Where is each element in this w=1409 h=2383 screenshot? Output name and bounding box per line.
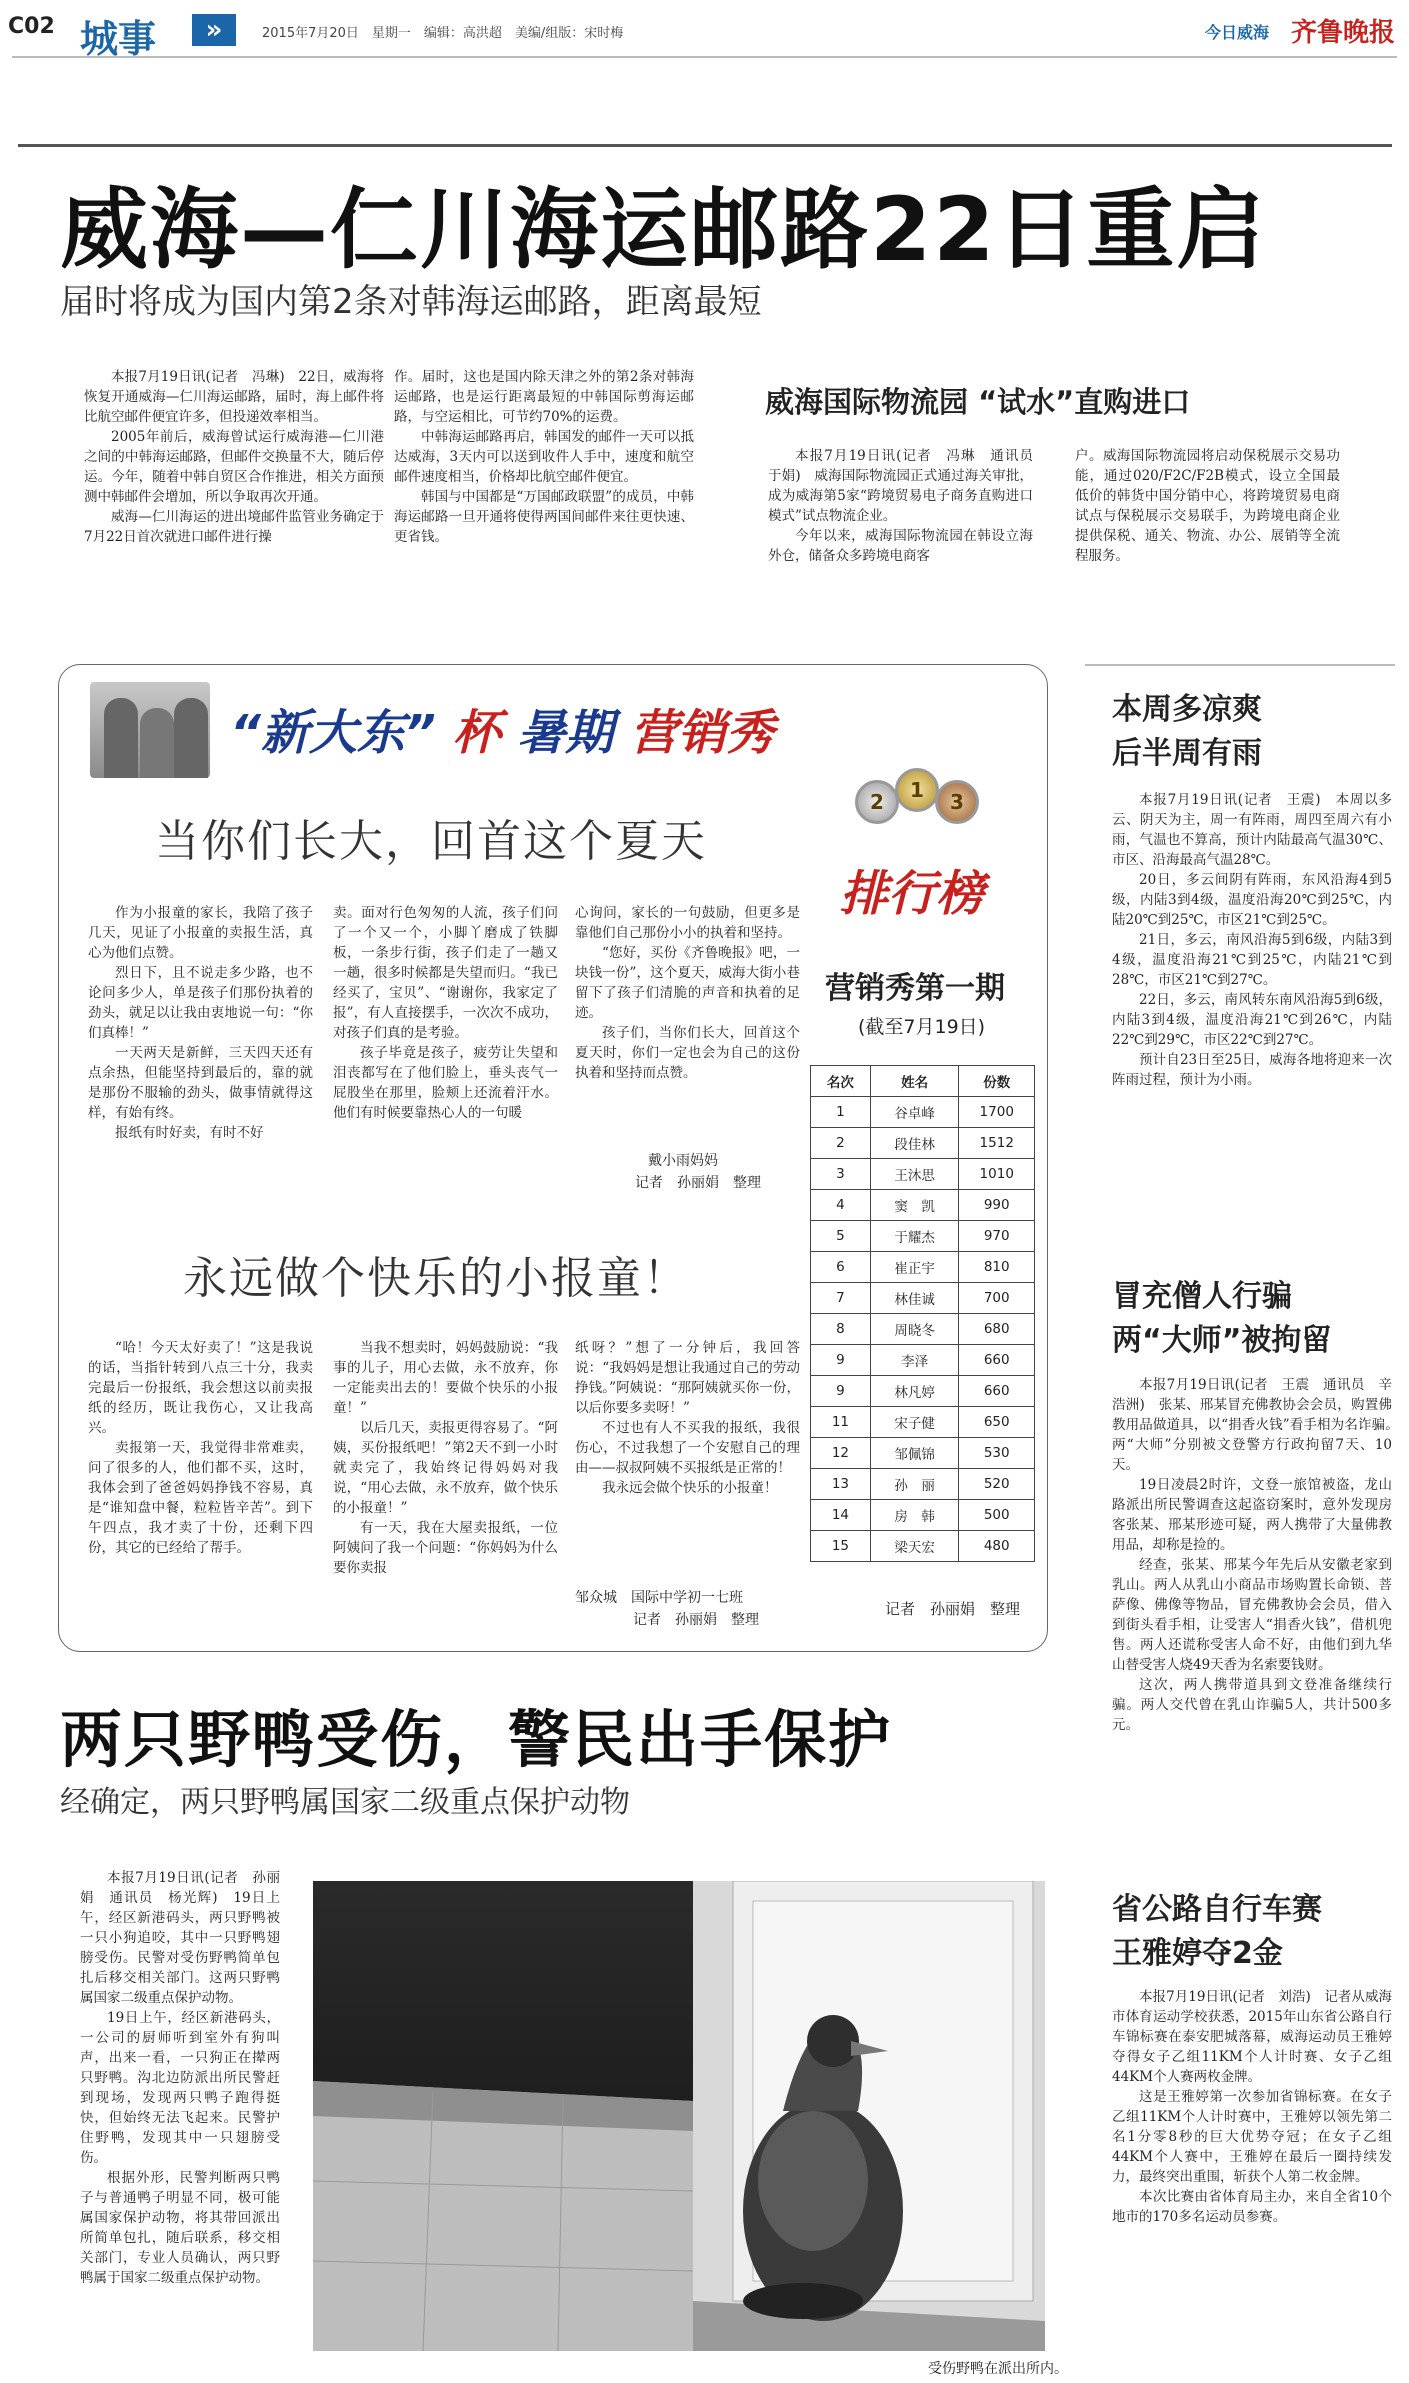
section-arrow-icon: » [192, 14, 236, 46]
rank-cell: 5 [811, 1221, 871, 1252]
ducks-headline: 两只野鸭受伤，警民出手保护 [60, 1703, 893, 1776]
paragraph: 一天两天是新鲜，三天四天还有点余热，但能坚持到最后的，靠的就是那份不服输的劲头，做事情就得这样，有始有终。 [88, 1045, 313, 1121]
medal-icons [855, 780, 985, 840]
table-row [811, 1314, 1035, 1345]
count-cell: 520 [959, 1469, 1035, 1500]
table-row [811, 1252, 1035, 1283]
paragraph: 19日上午，经区新港码头，一公司的厨师听到室外有狗叫声，出来一看，一只狗正在撵两只野鸭。沟北边防派出所民警赶到现场，发现两只鸭子跑得挺快，但始终无法飞起来。民警护住野鸭，发现其中一只翅膀受伤。 [80, 2010, 280, 2166]
ranking-title: 排行榜 [840, 866, 985, 922]
paragraph: 孩子们，当你们长大，回首这个夏天时，你们一定也会为自己的这份执着和坚持而点赞。 [575, 1025, 800, 1081]
rank-cell: 7 [811, 1283, 871, 1314]
table-row [811, 1500, 1035, 1531]
cycling-title [1112, 1888, 1322, 1976]
name-cell: 周晓冬 [870, 1314, 959, 1345]
paragraph: 当我不想卖时，妈妈鼓励说：“我事的儿子，用心去做，永不放弃，你一定能卖出去的！要做个快乐的小报童！” [333, 1340, 558, 1416]
paragraph: “哈！今天太好卖了！”这是我说的话，当指针转到八点三十分，我卖完最后一份报纸，我会想这以前卖报纸的经历，既让我伤心，又让我高兴。 [88, 1340, 313, 1436]
paragraph: 报纸有时好卖，有时不好 [115, 1125, 264, 1141]
paragraph: 21日，多云，南风沿海5到6级，内陆3到4级，温度沿海21℃到25℃，内陆21℃到28℃，市区21℃到27℃。 [1112, 932, 1392, 988]
banner-cup: 杯 [452, 705, 501, 761]
monks-title-line1: 冒充僧人行骗 [1112, 1279, 1292, 1314]
paragraph: 今年以来，威海国际物流园在韩设立海外仓，储备众多跨境电商客 [768, 528, 1033, 564]
newspaper-logo: 齐鲁晚报 [1290, 18, 1395, 48]
paragraph: 作。届时，这也是国内除天津之外的第2条对韩海运邮路，也是运行距离最短的中韩国际剪海运邮路，与空运相比，可节约70%的运费。 [394, 369, 694, 425]
table-header-row [811, 1066, 1035, 1097]
rank-cell: 1 [811, 1097, 871, 1128]
ranking-date: (截至7月19日) [858, 1016, 986, 1038]
count-cell: 500 [959, 1500, 1035, 1531]
col-count-header: 份数 [959, 1066, 1035, 1097]
section-label: 城事 [80, 17, 157, 61]
name-cell: 于耀杰 [870, 1221, 959, 1252]
count-cell: 660 [959, 1376, 1035, 1407]
count-cell: 480 [959, 1531, 1035, 1562]
ranking-credit: 记者 孙丽娟 整理 [885, 1600, 1021, 1618]
lead-column-1 [84, 367, 384, 547]
cycling-body [1112, 1987, 1392, 2227]
paragraph: 卖。面对行色匆匆的人流，孩子们问了一个又一个，小脚丫磨成了铁脚板，一条步行街，孩子们走了一趟又一趟，很多时候都是失望而归。“我已经买了，宝贝”、“谢谢你，我家定了报”，有人直接摆手，一次次不成功，对孩子们真的是考验。 [333, 905, 558, 1041]
count-cell: 660 [959, 1345, 1035, 1376]
page-number: C02 [8, 14, 55, 39]
gold-medal-icon: 1 [895, 768, 939, 812]
paragraph: 2005年前后，威海曾试运行威海港—仁川港之间的中韩海运邮路，但邮件交换量不大，随后停运。今年，随着中韩自贸区合作推进，相关方面预测中韩邮件会增加，所以争取再次开通。 [84, 429, 384, 505]
rank-cell: 14 [811, 1500, 871, 1531]
paragraph: 本报7月19日讯(记者 冯琳 通讯员 于娟) 威海国际物流园正式通过海关审批，成为威海第5家“跨境贸易电子商务直购进口模式”试点物流企业。 [768, 448, 1047, 524]
name-cell: 李泽 [870, 1345, 959, 1376]
essay2-title: 永远做个快乐的小报童！ [183, 1253, 689, 1304]
name-cell: 梁天宏 [870, 1531, 959, 1562]
count-cell: 810 [959, 1252, 1035, 1283]
name-cell: 孙 丽 [870, 1469, 959, 1500]
rank-cell: 3 [811, 1159, 871, 1190]
table-row [811, 1407, 1035, 1438]
essay1-credit: 记者 孙丽娟 整理 [635, 1175, 761, 1191]
count-cell: 650 [959, 1407, 1035, 1438]
banner-photo [90, 682, 210, 778]
cycling-title-line1: 省公路自行车赛 [1112, 1892, 1322, 1927]
table-row [811, 1221, 1035, 1252]
paragraph: 本次比赛由省体育局主办，来自全省10个地市的170多名运动员参赛。 [1112, 2189, 1392, 2225]
count-cell: 990 [959, 1190, 1035, 1221]
paragraph: 这次，两人携带道具到文登准备继续行骗。两人交代曾在乳山诈骗5人，共计500多元。 [1112, 1677, 1392, 1733]
name-cell: 段佳林 [870, 1128, 959, 1159]
table-row [811, 1376, 1035, 1407]
story2-column-1 [768, 446, 1047, 566]
duck-photo-image [313, 1881, 1045, 2351]
essay2-column-2 [333, 1338, 558, 1578]
rank-cell: 9 [811, 1345, 871, 1376]
table-row [811, 1531, 1035, 1562]
count-cell: 530 [959, 1438, 1035, 1469]
paragraph: 本报7月19日讯(记者 孙丽娟 通讯员 杨光辉) 19日上午，经区新港码头，两只野鸭被一只小狗追咬，其中一只野鸭翅膀受伤。民警对受伤野鸭简单包扎后移交相关部门。这两只野鸭属国家二级重点保护动物。 [80, 1870, 280, 2006]
paragraph: 有一天，我在大屋卖报纸，一位阿姨问了我一个问题：“你妈妈为什么要你卖报 [333, 1520, 558, 1576]
table-row [811, 1159, 1035, 1190]
name-cell: 王沐思 [870, 1159, 959, 1190]
lead-column-2 [394, 367, 694, 547]
paragraph: 22日，多云，南风转东南风沿海5到6级，内陆3到4级，温度沿海21℃到26℃，内陆22℃到29℃，市区22℃到27℃。 [1112, 992, 1392, 1048]
name-cell: 邹佩锦 [870, 1438, 959, 1469]
paragraph: 孩子毕竟是孩子，疲劳让失望和泪丧都写在了他们脸上，垂头丧气一屁股坐在那里，脸颊上还流着汗水。他们有时候要靠热心人的一句暖 [333, 1045, 558, 1121]
name-cell: 林佳诚 [870, 1283, 959, 1314]
count-cell: 1700 [959, 1097, 1035, 1128]
table-row [811, 1469, 1035, 1500]
essay2-column-1 [88, 1338, 313, 1558]
rank-cell: 9 [811, 1376, 871, 1407]
banner-summer: 暑期 [517, 705, 614, 761]
count-cell: 1512 [959, 1128, 1035, 1159]
count-cell: 970 [959, 1221, 1035, 1252]
essay2-credit: 记者 孙丽娟 整理 [633, 1612, 759, 1628]
silver-medal-icon: 2 [855, 780, 899, 824]
paragraph: 预计自23日至25日，威海各地将迎来一次阵雨过程，预计为小雨。 [1112, 1052, 1392, 1088]
name-cell: 房 韩 [870, 1500, 959, 1531]
paragraph: 本报7月19日讯(记者 刘浩) 记者从威海市体育运动学校获悉，2015年山东省公路自行车锦标赛在泰安肥城落幕，威海运动员王雅婷夺得女子乙组11KM个人计时赛、女子乙组44KM个人赛两枚金牌。 [1112, 1989, 1392, 2085]
col-rank-header: 名次 [811, 1066, 871, 1097]
paragraph: 20日，多云间阴有阵雨，东风沿海4到5级，内陆3到4级，温度沿海20℃到25℃，内陆20℃到25℃，市区21℃到25℃。 [1112, 872, 1392, 928]
col-name-header: 姓名 [870, 1066, 959, 1097]
lead-subhead: 届时将成为国内第2条对韩海运邮路，距离最短 [60, 282, 762, 322]
story2-title: 威海国际物流园 “试水”直购进口 [765, 385, 1191, 419]
monks-title [1112, 1275, 1331, 1363]
essay1-column-3 [575, 903, 800, 1083]
rank-cell: 8 [811, 1314, 871, 1345]
rank-cell: 11 [811, 1407, 871, 1438]
count-cell: 1010 [959, 1159, 1035, 1190]
ranking-issue: 营销秀第一期 [825, 971, 1005, 1006]
rank-cell: 6 [811, 1252, 871, 1283]
rank-cell: 4 [811, 1190, 871, 1221]
rank-cell: 15 [811, 1531, 871, 1562]
edition-meta: 2015年7月20日 星期一 编辑：高洪超 美编/组版：宋时梅 [262, 26, 624, 41]
name-cell: 宋子健 [870, 1407, 959, 1438]
banner-sponsor: “新大东” [230, 705, 436, 761]
headline-rule [18, 144, 1392, 147]
cycling-title-line2: 王雅婷夺2金 [1112, 1936, 1283, 1971]
ranking-table [810, 1065, 1035, 1562]
paragraph: 本报7月19日讯(记者 王震) 本周以多云、阴天为主，周一有阵雨，周四至周六有小雨，气温也不算高，预计内陆最高气温30℃、市区、沿海最高气温28℃。 [1112, 792, 1392, 868]
ducks-photo-caption: 受伤野鸭在派出所内。 [928, 2361, 1068, 2377]
name-cell: 林凡婷 [870, 1376, 959, 1407]
essay1-column-1 [88, 903, 313, 1143]
count-cell: 680 [959, 1314, 1035, 1345]
paragraph: 我永远会做个快乐的小报童！ [602, 1480, 778, 1496]
paragraph: 经查，张某、邢某今年先后从安徽老家到乳山。两人从乳山小商品市场购置长命锁、菩萨像、佛像等物品，冒充佛教协会会员，借入到街头看手相，让受害人“捐香火钱”，借机兜售。两人还谎称受害人命不好，由他们到九华山替受害人烧49天香为名索要钱财。 [1112, 1557, 1392, 1673]
paragraph: 纸呀？”想了一分钟后，我回答说：“我妈妈是想让我通过自己的劳动挣钱。”阿姨说：“那阿姨就买你一份，以后你要多卖呀！” [575, 1340, 800, 1416]
paragraph: 根据外形，民警判断两只鸭子与普通鸭子明显不同，极可能属国家保护动物，将其带回派出所简单包扎，随后联系，移交相关部门，专业人员确认，两只野鸭属于国家二级重点保护动物。 [80, 2170, 280, 2286]
weather-title-line2: 后半周有雨 [1112, 736, 1262, 771]
table-row [811, 1438, 1035, 1469]
banner-show: 营销秀 [630, 705, 775, 761]
name-cell: 崔正宇 [870, 1252, 959, 1283]
paragraph: 19日凌晨2时许，文登一旅馆被盗，龙山路派出所民警调查这起盗窃案时，意外发现房客张某、邢某形迹可疑，两人携带了大量佛教用品，却称是捡的。 [1112, 1477, 1392, 1553]
rank-cell: 13 [811, 1469, 871, 1500]
story2-column-2 [1075, 446, 1340, 566]
paragraph: 卖报第一天，我觉得非常难卖，问了很多的人，他们都不买，这时，我体会到了爸爸妈妈挣钱不容易，真是“谁知盘中餐，粒粒皆辛苦”。到下午四点，我才卖了十份，还剩下四份，其它的已经给了帮手。 [88, 1440, 313, 1556]
essay2-author: 邹众城 国际中学初一七班 [575, 1590, 743, 1606]
category-label: 今日威海 [1204, 23, 1269, 42]
campaign-banner [90, 674, 790, 784]
weather-title-line1: 本周多凉爽 [1112, 692, 1262, 727]
right-column-divider [1085, 664, 1395, 666]
table-row [811, 1345, 1035, 1376]
table-row [811, 1128, 1035, 1159]
name-cell: 窦 凯 [870, 1190, 959, 1221]
ducks-body [80, 1868, 280, 2288]
table-row [811, 1190, 1035, 1221]
paragraph: 这是王雅婷第一次参加省锦标赛。在女子乙组11KM个人计时赛中，王雅婷以领先第二名1分零8秒的巨大优势夺冠；在女子乙组44KM个人赛中，王雅婷在最后一圈持续发力，最终突出重围，斩获个人第二枚金牌。 [1112, 2089, 1392, 2185]
paragraph: 户。威海国际物流园将启动保税展示交易功能，通过020/F2C/F2B模式，设立全国最低价的韩货中国分销中心，将跨境贸易电商试点与保税展示交易联手，为跨境电商企业提供保税、通关、物流、办公、展销等全流程服务。 [1075, 448, 1340, 564]
rank-cell: 2 [811, 1128, 871, 1159]
essay1-column-2 [333, 903, 558, 1123]
weather-title [1112, 688, 1262, 776]
paragraph: 作为小报童的家长，我陪了孩子几天，见证了小报童的卖报生活，真心为他们点赞。 [88, 905, 313, 961]
paragraph: 中韩海运邮路再启，韩国发的邮件一天可以抵达威海，3天内可以送到收件人手中，速度和航空邮件速度相当，价格却比航空邮件便宜。 [394, 429, 694, 485]
paragraph: 威海—仁川海运的进出境邮件监管业务确定于7月22日首次就进口邮件进行操 [84, 509, 384, 545]
ranking-table-body [811, 1097, 1035, 1562]
paragraph: 本报7月19日讯(记者 王震 通讯员 辛浩洲) 张某、邢某冒充佛教协会会员，购置佛教用品做道具，以“捐香火钱”看手相为名诈骗。 两“大师”分别被文登警方行政拘留7天、10天。 [1112, 1377, 1406, 1473]
paragraph: 以后几天，卖报更得容易了。“阿姨，买份报纸吧！”第2天不到一小时就卖完了，我始终记得妈妈对我说，“用心去做，永不放弃，做个快乐的小报童！” [333, 1420, 558, 1516]
essay2-column-3 [575, 1338, 800, 1498]
rank-cell: 12 [811, 1438, 871, 1469]
monks-body [1112, 1375, 1406, 1735]
essay1-title: 当你们长大，回首这个夏天 [155, 816, 707, 867]
header-divider [12, 56, 1397, 58]
paragraph: “您好，买份《齐鲁晚报》吧，一块钱一份”，这个夏天，威海大街小巷留下了孩子们清脆的声音和执着的足迹。 [575, 945, 800, 1021]
banner-title [230, 694, 774, 763]
essay1-author: 戴小雨妈妈 [648, 1153, 718, 1169]
paragraph: 心询问，家长的一句鼓励，但更多是靠他们自己那份小小的执着和坚持。 [575, 905, 800, 941]
paragraph: 烈日下，且不说走多少路，也不论问多少人，单是孩子们那份执着的劲头，就足以让我由衷地说一句：“你们真棒！” [88, 965, 313, 1041]
name-cell: 谷卓峰 [870, 1097, 959, 1128]
table-row [811, 1283, 1035, 1314]
count-cell: 700 [959, 1283, 1035, 1314]
ducks-photo [313, 1881, 1045, 2351]
lead-headline: 威海—仁川海运邮路22日重启 [60, 178, 1267, 281]
paragraph: 韩国与中国都是“万国邮政联盟”的成员，中韩海运邮路一旦开通将使得两国间邮件来往更快速、更省钱。 [394, 489, 694, 545]
paragraph: 本报7月19日讯(记者 冯琳) 22日，威海将恢复开通威海—仁川海运邮路，届时，海上邮件将比航空邮件便宜许多，但投递效率相当。 [84, 369, 384, 425]
paragraph: 不过也有人不买我的报纸，我很伤心，不过我想了一个安慰自己的理由——叔叔阿姨不买报纸是正常的！ [575, 1420, 800, 1476]
bronze-medal-icon: 3 [935, 780, 979, 824]
weather-body [1112, 790, 1392, 1090]
monks-title-line2: 两“大师”被拘留 [1112, 1323, 1332, 1358]
ducks-subhead: 经确定，两只野鸭属国家二级重点保护动物 [60, 1785, 630, 1820]
table-row [811, 1097, 1035, 1128]
